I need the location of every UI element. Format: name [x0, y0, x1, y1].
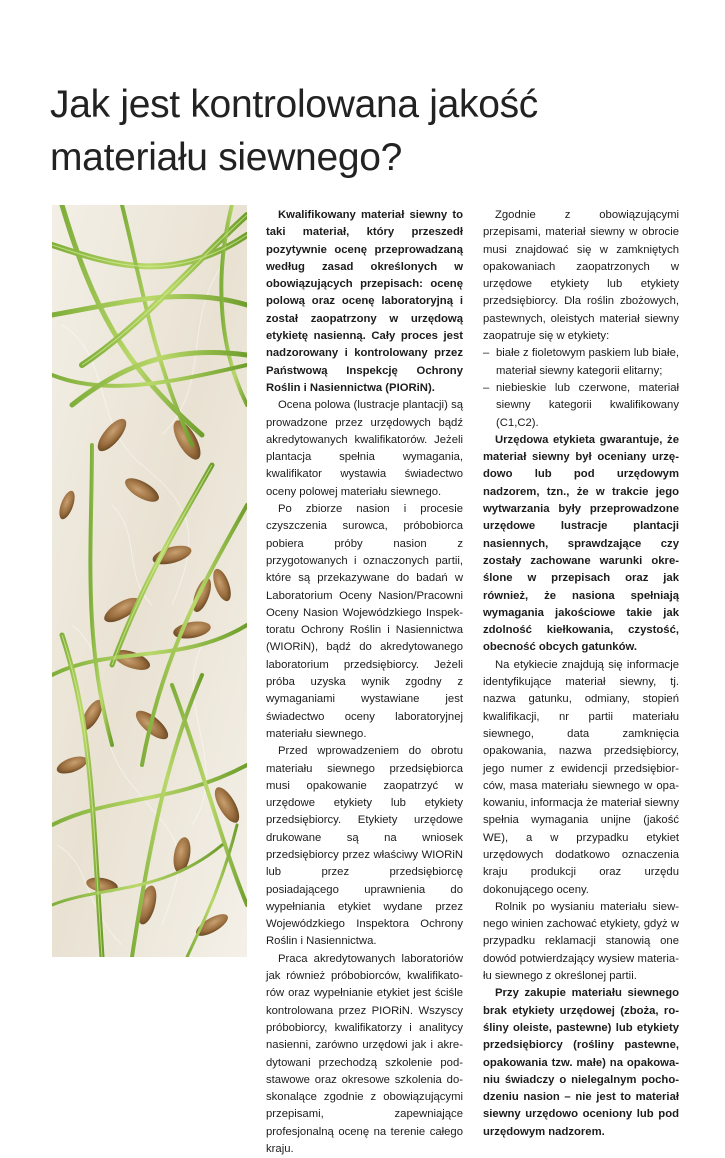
page-title-line-1: Jak jest kontrolowana jakość: [50, 83, 539, 126]
list-item-text: niebieskie lub czerwone, materiał siewny kategorii kwalifikowany (C1,C2).: [496, 381, 679, 429]
label-color-list: [483, 345, 679, 431]
dash-bullet: –: [483, 381, 490, 394]
paragraph: Ocena polowa (lustracje plantacji) są prowadzone przez urzędowych bądź akredytowanych kwalifikatorów. Jeżeli plantacja spełnia wymagania, kwalifikator wystawia świadectwo oceny polowej materiału siewnego.: [266, 399, 463, 498]
paragraph: Przed wprowadzeniem do obrotu materiału siewnego przedsiębiorca musi opakowanie zaopatrzyć w urzędowe etykiety lub etykiety przedsiębiorcy. Etykiety urzędowe drukowane są na wniosek przedsiębiorcy przez właściwy WIORiN lub przez przedsiębiorcę posiadającego uprawnienia do wypełniania etykiet wydane przez Wojewódzkiego Inspektora Ochrony Roślin i Nasiennictwa.: [266, 745, 463, 948]
paragraph: Rolnik po wysianiu materiału siewnego winien zachować etykiety, gdyż w przypadku reklamacji stanowią one dowód potwierdzający wysiew materiału siewnego z określonej partii.: [483, 900, 679, 983]
seedlings-photo: [52, 205, 247, 957]
paragraph: Zgodnie z obowiązującymi przepisami, materiał siewny w obrocie musi znajdować się w zamkniętych opakowaniach zaopatrzonych w urzędowe etykiety lub etykiety przedsiębiorcy. Dla roślin zbożowych, pastewnych, oleistych materiał siewny zaopatruje się w etykiety:: [483, 209, 679, 343]
paragraph: Kwalifikowany materiał siewny to taki materiał, który przeszedł pozytywnie ocenę przeprowadzaną według zasad określonych w obowiązujących przepisach: ocenę polową oraz ocenę laboratoryjną i został zaopatrzony w urzędową etykietę nasienną. Cały proces jest nadzorowany i kontrolowany przez Państwową Inspekcję Ochrony Roślin i Nasiennictwa (PIORiN).: [266, 209, 463, 394]
list-item: [483, 345, 679, 380]
paragraph: Po zbiorze nasion i procesie czyszczenia surowca, próbobiorca pobiera próby nasion z przygotowanych i oznaczonych partii, które są przekazywane do badań w Laboratorium Oceny Nasion/Pracowni Oceny Nasion Wojewódzkiego Inspektoratu Ochrony Roślin i Nasiennictwa (WIORiN), bądź do akredytowanego laboratorium przedsiębiorcy. Jeżeli próba uzyska wynik zgodny z wymaganiami wystawiane jest świadectwo oceny laboratoryjnej materiału siewnego.: [266, 503, 463, 740]
dash-bullet: –: [483, 347, 490, 360]
list-item-text: białe z fioletowym paskiem lub białe, materiał siewny kategorii elitarny;: [496, 347, 679, 377]
paragraph: Na etykiecie znajdują się informacje identyfikujące materiał siewny, tj. nazwa gatunku, odmiany, stopień kwalifikacji, nr partii materiału siewnego, data zamknięcia opakowania, nazwa przedsiębiorcy, jego numer z ewidencji przedsiębiorców, masa materiału siewnego w opakowaniu, informacja że materiał siewny spełnia wymagania unijne (jakość WE), a w przypadku etykiet urzędowych dodatkowo oznaczenia kraju produkcji oraz urzędu dokonującego oceny.: [483, 658, 679, 896]
paragraph: Urzędowa etykieta gwarantuje, że materiał siewny był oceniany urzędowo lub pod urzędowym nadzorem, tzn., że w trakcie jego wytwarzania były przeprowadzone urzędowe lustracje plantacji nasiennych, sprawdzające czy zostały zachowane warunki określone w przepisach oraz jak również, że nasiona spełniają wymagania jakościowe takie jak zdolność kiełkowania, czystość, obecność obcych gatunków.: [483, 433, 679, 654]
paragraph: Praca akredytowanych laboratoriów jak również próbobiorców, kwalifikatorów oraz wypełnianie etykiet jest ściśle kontrolowana przez PIORiN. Wszyscy próbobiorcy, kwalifikatorzy i analitycy nasienni, zarówno urzędowi jak i akredytowani przechodzą szkolenie podstawowe oraz okresowe szkolenia doskonalące zgodnie z obowiązującymi przepisami, zapewniające profesjonalną ocenę na terenie całego kraju.: [266, 952, 463, 1156]
page-title: [50, 78, 690, 184]
text-column-right: [483, 207, 679, 1141]
list-item: [483, 380, 679, 432]
paragraph: Przy zakupie materiału siewnego brak etykiety urzędowej (zboża, rośliny oleiste, pastewne) lub etykiety przedsiębiorcy (rośliny pastewne, opakowania tzw. małe) na opakowaniu świadczy o nielegalnym pochodzeniu nasion – nie jest to materiał siewny urzędowo oceniony lub pod urzędowym nadzorem.: [483, 987, 679, 1138]
text-column-left: [266, 207, 463, 1158]
page-title-line-2: materiału siewnego?: [50, 136, 403, 179]
